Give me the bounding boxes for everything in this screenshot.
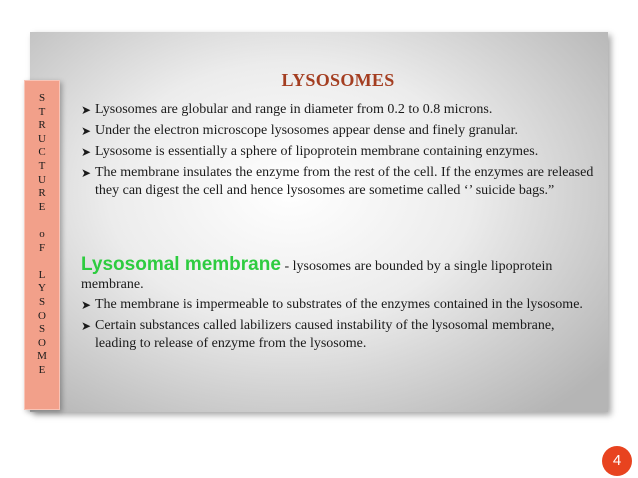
bullet-text: Lysosome is essentially a sphere of lipoprotein membrane containing enzymes. <box>95 144 539 159</box>
sidebar-letter: S <box>38 295 46 308</box>
sidebar-letter <box>25 214 59 228</box>
bullet-item <box>73 164 598 200</box>
sidebar-letter: T <box>38 105 46 118</box>
bullet-text: The membrane insulates the enzyme from the rest of the cell. If the enzymes are released they can digest the cell and hence lysosomes are sometime called ‘’ suicide bags.” <box>95 165 594 198</box>
subsection <box>81 256 601 294</box>
sidebar-letter: R <box>38 119 46 132</box>
vertical-structure-label <box>24 80 60 410</box>
arrow-bullet-icon: ➤ <box>81 319 92 333</box>
sidebar-letter: E <box>38 363 46 376</box>
slide-number-badge: 4 <box>602 446 632 476</box>
sidebar-letter <box>25 255 59 269</box>
arrow-bullet-icon: ➤ <box>81 166 92 180</box>
sidebar-letter: L <box>38 268 46 281</box>
bullet-item <box>73 101 598 119</box>
bullet-item <box>73 122 598 140</box>
subsection-heading: Lysosomal membrane <box>81 254 281 275</box>
sidebar-letter: U <box>38 132 46 145</box>
bullet-text: The membrane is impermeable to substrates of the enzymes contained in the lysosome. <box>95 297 583 312</box>
sidebar-letter: o <box>39 227 45 240</box>
sidebar-letter: M <box>37 350 47 363</box>
sidebar-letter: R <box>38 187 46 200</box>
sidebar-letter: S <box>38 323 46 336</box>
sidebar-letter: O <box>38 309 46 322</box>
sidebar-letter: C <box>38 146 46 159</box>
slide-title: LYSOSOMES <box>281 70 395 90</box>
bullet-text: Under the electron microscope lysosomes appear dense and finely granular. <box>95 123 518 138</box>
bullet-item <box>73 317 598 353</box>
bullet-list-secondary <box>73 296 598 356</box>
sidebar-letter: E <box>38 200 46 213</box>
sidebar-letter: U <box>38 173 46 186</box>
arrow-bullet-icon: ➤ <box>81 298 92 312</box>
sidebar-letter: O <box>38 336 46 349</box>
bullet-text: Lysosomes are globular and range in diameter from 0.2 to 0.8 microns. <box>95 102 493 117</box>
sidebar-letter: Y <box>38 282 46 295</box>
subsection-text: - lysosomes are bounded by a single lipoprotein membrane. <box>81 259 553 292</box>
arrow-bullet-icon: ➤ <box>81 103 92 117</box>
sidebar-letter: S <box>38 92 46 104</box>
bullet-item <box>73 143 598 161</box>
bullet-text: Certain substances called labilizers caused instability of the lysosomal membrane, leading to release of enzyme from the lysosome. <box>95 318 555 351</box>
sidebar-letter: T <box>38 159 46 172</box>
sidebar-letter: F <box>38 241 46 254</box>
arrow-bullet-icon: ➤ <box>81 124 92 138</box>
bullet-item <box>73 296 598 314</box>
bullet-list <box>73 101 598 203</box>
arrow-bullet-icon: ➤ <box>81 145 92 159</box>
